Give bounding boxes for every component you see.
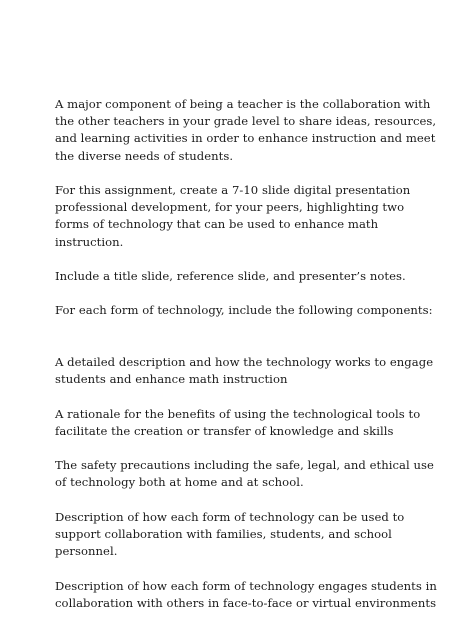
text-line: forms of technology that can be used to enhance math	[55, 217, 379, 232]
paragraph-include	[55, 268, 405, 285]
text-line: the diverse needs of students.	[55, 148, 234, 163]
paragraph-assignment	[55, 182, 411, 251]
text-line: For each form of technology, include the following components:	[55, 303, 433, 318]
text-line: A major component of being a teacher is the collaboration with	[55, 97, 431, 111]
text-line: the other teachers in your grade level to share ideas, resources,	[55, 114, 437, 129]
paragraph-rationale	[55, 406, 421, 440]
text-line: A detailed description and how the technology works to engage	[55, 354, 434, 369]
text-line: support collaboration with families, students, and school	[55, 526, 392, 541]
paragraph-components-intro	[55, 302, 433, 319]
text-line: and learning activities in order to enhance instruction and meet	[55, 131, 436, 146]
text-line: personnel.	[55, 544, 118, 559]
text-line: For this assignment, create a 7-10 slide digital presentation	[55, 183, 411, 197]
text-line: facilitate the creation or transfer of knowledge and skills	[55, 423, 394, 438]
paragraph-intro	[55, 96, 437, 165]
text-line: Include a title slide, reference slide, and presenter’s notes.	[55, 269, 406, 283]
text-line: of technology both at home and at school.	[55, 475, 304, 490]
paragraph-safety	[55, 457, 434, 491]
text-line: Description of how each form of technology can be used to	[55, 509, 405, 524]
text-line: A rationale for the benefits of using the technological tools to	[55, 406, 421, 421]
paragraph-description	[55, 354, 434, 388]
document-body	[55, 96, 437, 629]
text-line: Description of how each form of technology engages students in	[55, 578, 437, 593]
paragraph-collaboration-support	[55, 509, 405, 561]
text-line: collaboration with others in face-to-face or virtual environments	[55, 595, 437, 610]
paragraph-engagement	[55, 578, 437, 612]
text-line: The safety precautions including the safe, legal, and ethical use	[55, 458, 434, 473]
text-line: students and enhance math instruction	[55, 372, 288, 387]
text-line: professional development, for your peers, highlighting two	[55, 200, 405, 215]
text-line: instruction.	[55, 234, 124, 249]
